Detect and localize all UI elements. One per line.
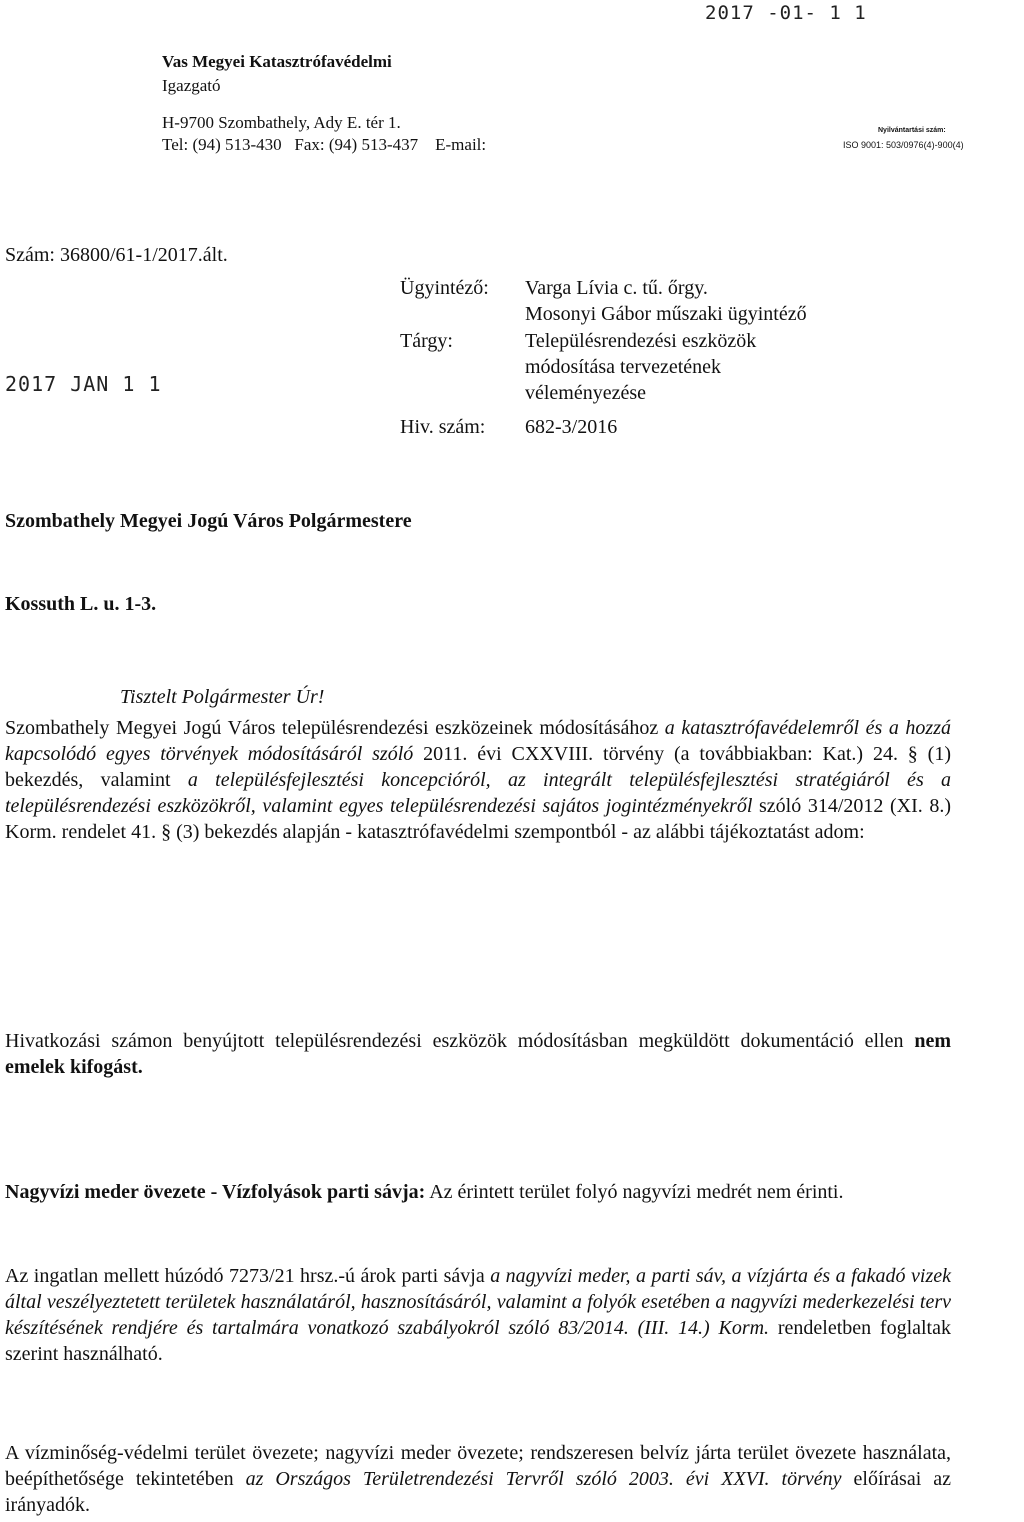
addressee-street: Kossuth L. u. 1-3. xyxy=(5,593,157,615)
paragraph-no-objection xyxy=(5,1028,951,1080)
salutation: Tisztelt Polgármester Úr! xyxy=(120,686,325,708)
p5-text-c: előírásai az irányadók. xyxy=(5,1468,952,1516)
p1-decree-title: a településfejlesztési koncepcióról, az integrált településfejlesztési stratégiáról és a településrendezési eszközökről, valamint egyes településrendezési sajátos jogintézményekről xyxy=(5,769,952,817)
p1-text-a: Szombathely Megyei Jogú Város településrendezési eszközeinek módosításához xyxy=(5,717,659,739)
org-contact: Tel: (94) 513-430 Fax: (94) 513-437 E-mail: xyxy=(162,135,487,154)
paragraph-riparian-strip xyxy=(5,1263,951,1367)
subject-line-3: véleményezése xyxy=(525,382,647,404)
addressee-name: Szombathely Megyei Jogú Város Polgármestere xyxy=(5,510,412,532)
p1-law-kat: a katasztrófavédelemről és a hozzá kapcsolódó egyes törvények módosításáról szóló xyxy=(5,717,951,765)
registration-number: ISO 9001: 503/0976(4)-900(4) xyxy=(843,140,964,150)
p4-decree-title: a nagyvízi meder, a parti sáv, a vízjárta és a fakadó vizek által veszélyeztetett területek használatáról, hasznosításáról, valamint a folyók esetében a nagyvízi mederkezelési terv készítésének rendjére és tartalmára vonatkozó szabályokról szóló 83/2014. (III. 14.) Korm. xyxy=(5,1265,951,1339)
org-address: H-9700 Szombathely, Ady E. tér 1. xyxy=(162,113,401,132)
p1-text-e: szóló 314/2012 (XI. 8.) Korm. rendelet 41. § (3) bekezdés alapján - katasztrófavédelmi szempontból - az alábbi tájékoztatást adom: xyxy=(5,795,951,843)
p3-text: Az érintett terület folyó nagyvízi medrét nem érinti. xyxy=(429,1181,844,1203)
p4-text-c: rendeletben foglaltak szerint használható. xyxy=(5,1317,951,1365)
hiv-number: 682-3/2016 xyxy=(525,416,618,438)
handler-1: Varga Lívia c. tű. őrgy. xyxy=(525,277,708,299)
handler-label: Ügyintéző: xyxy=(400,277,489,299)
handler-2: Mosonyi Gábor műszaki ügyintéző xyxy=(525,303,807,325)
p5-text-a: A vízminőség-védelmi terület övezete; nagyvízi meder övezete; rendszeresen belvíz járta terület övezete használata, beépíthetősége tekintetében xyxy=(5,1442,951,1490)
registration-label: Nyilvántartási szám: xyxy=(878,127,946,134)
subject-label: Tárgy: xyxy=(400,330,453,352)
received-date-stamp: 2017 -01- 1 1 xyxy=(705,2,867,24)
p2-text: Hivatkozási számon benyújtott településrendezési eszközök módosításban megküldött dokumentáció ellen xyxy=(5,1030,904,1052)
p2-emphasis: nem emelek kifogást. xyxy=(5,1030,952,1078)
subject-line-2: módosítása tervezetének xyxy=(525,356,722,378)
paragraph-water-quality xyxy=(5,1440,951,1518)
paragraph-floodplain xyxy=(5,1179,951,1205)
hiv-label: Hiv. szám: xyxy=(400,416,486,438)
p4-text-a: Az ingatlan mellett húzódó 7273/21 hrsz.-ú árok parti sávja xyxy=(5,1265,485,1287)
org-sub: Igazgató xyxy=(162,76,221,95)
org-name: Vas Megyei Katasztrófavédelmi xyxy=(162,52,392,71)
p3-heading: Nagyvízi meder övezete - Vízfolyások parti sávja: xyxy=(5,1181,426,1203)
p5-law-title: az Országos Területrendezési Tervről szóló 2003. évi XXVI. törvény xyxy=(245,1468,842,1490)
p1-text-c: 2011. évi CXXVIII. törvény (a továbbiakban: Kat.) 24. § (1) bekezdés, valamint xyxy=(5,743,951,791)
date-stamp: 2017 JAN 1 1 xyxy=(5,372,162,396)
subject-line-1: Településrendezési eszközök xyxy=(525,330,757,352)
paragraph-legal-basis xyxy=(5,715,951,845)
reference-number: Szám: 36800/61-1/2017.ált. xyxy=(5,244,228,266)
